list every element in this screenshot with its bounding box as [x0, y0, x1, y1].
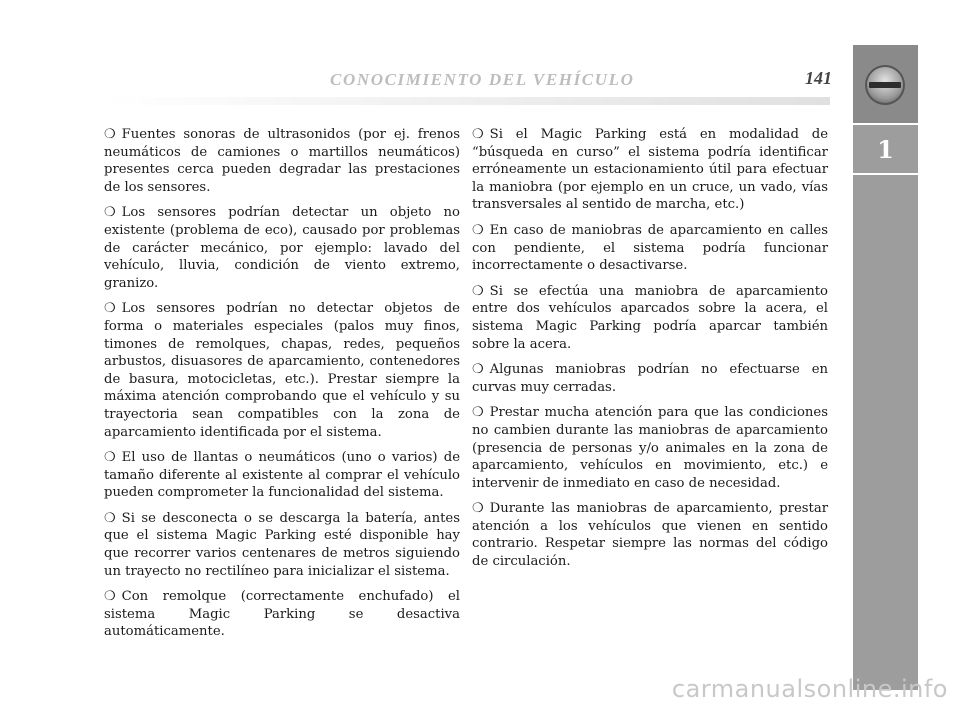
bullet-circle-icon: ❍: [104, 205, 116, 221]
right-column: [472, 126, 828, 579]
bullet-circle-icon: ❍: [104, 589, 116, 605]
chapter-tab[interactable]: [853, 125, 918, 173]
paragraph-text: Si se efectúa una maniobra de aparcamiento entre dos vehículos aparcados sobre la acera, el sistema Magic Parking podría aparcar también sobre la acera.: [472, 283, 828, 352]
bullet-paragraph: [104, 449, 460, 502]
watermark[interactable]: carmanualsonline.info: [671, 675, 948, 703]
lancia-emblem-icon: [865, 65, 905, 105]
paragraph-text: Los sensores podrían detectar un objeto no existente (problema de eco), causado por problemas de carácter mecánico, por ejemplo: lavado del vehículo, lluvia, condición de viento extremo, granizo.: [104, 205, 460, 291]
paragraph-text: Fuentes sonoras de ultrasonidos (por ej. frenos neumáticos de camiones o martillos neumáticos) presentes cerca pueden degradar las prestaciones de los sensores.: [104, 127, 460, 195]
bullet-circle-icon: ❍: [104, 450, 116, 466]
logo-box: [853, 45, 918, 123]
paragraph-text: Con remolque (correctamente enchufado) el sistema Magic Parking se desactiva automáticamente.: [104, 589, 460, 640]
bullet-circle-icon: ❍: [104, 301, 116, 317]
bullet-paragraph: [104, 204, 460, 292]
left-column: [104, 126, 460, 649]
chapter-number: 1: [877, 134, 894, 164]
bullet-paragraph: [472, 361, 828, 396]
paragraph-text: En caso de maniobras de aparcamiento en calles con pendiente, el sistema podría funcionar incorrectamente o desactivarse.: [472, 222, 828, 274]
bullet-circle-icon: ❍: [472, 362, 484, 378]
bullet-paragraph: [472, 404, 828, 492]
paragraph-text: Si el Magic Parking está en modalidad de “búsqueda en curso” el sistema podría identificar erróneamente un estacionamiento útil para efectuar la maniobra (por ejemplo en un cruce, un vado, vías transversales al sentido de marcha, etc.): [472, 127, 828, 213]
paragraph-text: Algunas maniobras podrían no efectuarse en curvas muy cerradas.: [472, 362, 828, 395]
bullet-circle-icon: ❍: [104, 127, 116, 142]
section-title: CONOCIMIENTO DEL VEHÍCULO: [330, 70, 635, 89]
paragraph-text: Los sensores podrían no detectar objetos de forma o materiales especiales (palos muy finos, timones de remolques, chapas, redes, pequeños arbustos, disuasores de aparcamiento, contenedores de basura, motocicletas, etc.). Prestar siempre la máxima atención comprobando que el vehículo y su trayectoria sean compatibles con la zona de aparcamiento identificada por el sistema.: [104, 301, 460, 440]
bullet-circle-icon: ❍: [472, 405, 484, 421]
paragraph-text: Prestar mucha atención para que las condiciones no cambien durante las maniobras de aparcamiento (presencia de personas y/o animales en la zona de aparcamiento, vehículos en movimiento, etc.) e intervenir de inmediato en caso de necesidad.: [472, 405, 828, 491]
paragraph-text: El uso de llantas o neumáticos (uno o varios) de tamaño diferente al existente al comprar el vehículo pueden comprometer la funcionalidad del sistema.: [104, 450, 460, 501]
bullet-paragraph: [104, 510, 460, 580]
bullet-circle-icon: ❍: [472, 501, 484, 517]
page-number: 141: [805, 68, 832, 88]
bullet-circle-icon: ❍: [472, 283, 484, 299]
emblem-bar: [869, 82, 901, 88]
sidebar-divider: [853, 173, 918, 175]
paragraph-text: Si se desconecta o se descarga la batería, antes que el sistema Magic Parking esté disponible hay que recorrer varios centenares de metros siguiendo un trayecto no rectilíneo para inicializar el sistema.: [104, 510, 460, 579]
bullet-paragraph: [472, 222, 828, 275]
bullet-paragraph: [472, 283, 828, 353]
header-rule: [104, 97, 830, 105]
paragraph-text: Durante las maniobras de aparcamiento, prestar atención a los vehículos que vienen en sentido contrario. Respetar siempre las normas del código de circulación.: [472, 501, 828, 570]
bullet-paragraph: [104, 300, 460, 441]
bullet-paragraph: [104, 126, 460, 196]
chapter-sidebar: [853, 45, 918, 690]
bullet-circle-icon: ❍: [472, 127, 484, 142]
bullet-paragraph: [472, 500, 828, 570]
bullet-circle-icon: ❍: [472, 222, 484, 238]
bullet-paragraph: [104, 588, 460, 641]
bullet-circle-icon: ❍: [104, 510, 116, 526]
bullet-paragraph: [472, 126, 828, 214]
